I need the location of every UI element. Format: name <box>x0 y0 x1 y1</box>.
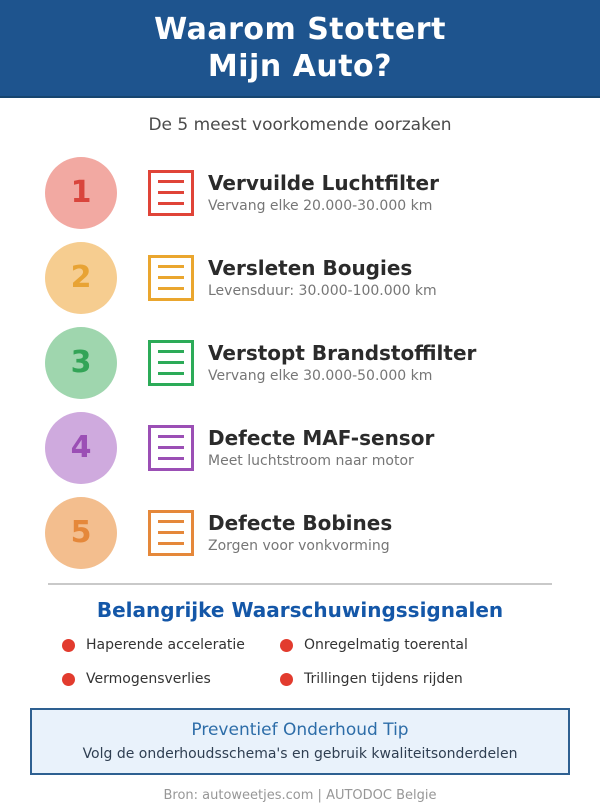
warning-item <box>280 671 600 687</box>
list-item-cause-1 <box>0 150 600 235</box>
filter-lines-icon <box>148 170 194 216</box>
warnings-list <box>62 637 600 687</box>
cause-title: Defecte Bobines <box>208 511 393 535</box>
number-badge: 3 <box>45 327 117 399</box>
cause-detail: Vervang elke 30.000-50.000 km <box>208 368 433 384</box>
list-item-cause-3 <box>0 320 600 405</box>
bullet-dot-icon <box>280 673 293 686</box>
header-banner <box>0 0 600 98</box>
cause-title: Vervuilde Luchtfilter <box>208 171 439 195</box>
cause-detail: Meet luchtstroom naar motor <box>208 453 414 469</box>
cause-detail: Zorgen voor vonkvorming <box>208 538 390 554</box>
filter-lines-icon <box>148 255 194 301</box>
number-badge: 1 <box>45 157 117 229</box>
source-attribution: Bron: autoweetjes.com | AUTODOC Belgie <box>163 788 437 803</box>
bullet-dot-icon <box>62 639 75 652</box>
filter-lines-icon <box>148 340 194 386</box>
cause-title: Defecte MAF-sensor <box>208 426 435 450</box>
number-badge: 2 <box>45 242 117 314</box>
warning-item <box>62 671 280 687</box>
causes-list <box>0 150 600 575</box>
list-item-cause-4 <box>0 405 600 490</box>
page-subtitle: De 5 meest voorkomende oorzaken <box>148 115 452 135</box>
page-title-line-2: Mijn Auto? <box>207 49 393 84</box>
bullet-dot-icon <box>280 639 293 652</box>
tip-text: Volg de onderhoudsschema's en gebruik kwaliteitsonderdelen <box>82 746 518 762</box>
warning-label: Haperende acceleratie <box>86 637 245 653</box>
filter-lines-icon <box>148 510 194 556</box>
bullet-dot-icon <box>62 673 75 686</box>
warning-label: Vermogensverlies <box>86 671 211 687</box>
cause-title: Verstopt Brandstoffilter <box>208 341 477 365</box>
cause-title: Versleten Bougies <box>208 256 413 280</box>
list-item-cause-2 <box>0 235 600 320</box>
warning-label: Onregelmatig toerental <box>304 637 468 653</box>
list-item-cause-5 <box>0 490 600 575</box>
filter-lines-icon <box>148 425 194 471</box>
page-title-line-1: Waarom Stottert <box>154 12 446 47</box>
section-divider <box>48 583 552 585</box>
tip-title: Preventief Onderhoud Tip <box>191 720 409 740</box>
cause-detail: Levensduur: 30.000-100.000 km <box>208 283 437 299</box>
warning-label: Trillingen tijdens rijden <box>304 671 463 687</box>
number-badge: 5 <box>45 497 117 569</box>
cause-detail: Vervang elke 20.000-30.000 km <box>208 198 433 214</box>
maintenance-tip-box <box>30 708 570 775</box>
warning-item <box>62 637 280 653</box>
warnings-heading: Belangrijke Waarschuwingssignalen <box>96 598 504 622</box>
number-badge: 4 <box>45 412 117 484</box>
warning-item <box>280 637 600 653</box>
